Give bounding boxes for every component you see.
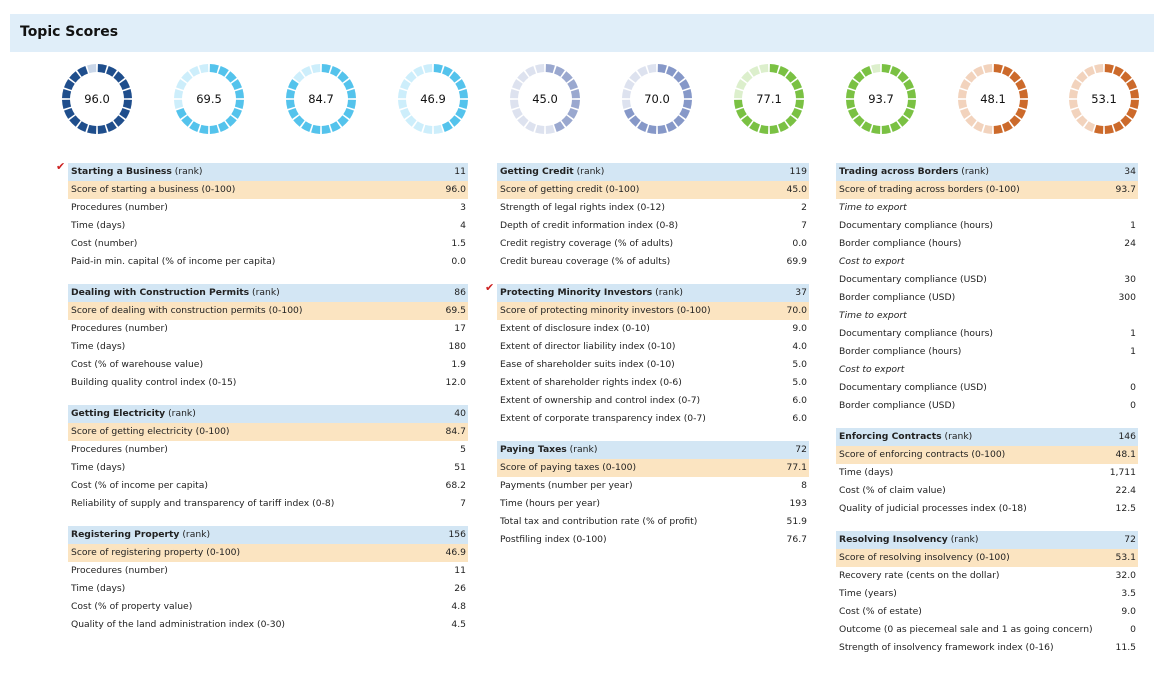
row-label: Time to export: [839, 310, 907, 321]
indicator-row: [68, 598, 468, 616]
subheading-row: [836, 253, 1138, 271]
row-label: Ease of shareholder suits index (0-10): [500, 359, 675, 370]
row-value: 156: [448, 529, 466, 540]
topic-rank-row: [497, 163, 809, 181]
row-value: 93.7: [1115, 184, 1136, 195]
row-value: 4.5: [451, 619, 466, 630]
row-label: Time to export: [839, 202, 907, 213]
row-value: 72: [795, 444, 807, 455]
row-value: 1: [1130, 220, 1136, 231]
rank-suffix: (rank): [652, 287, 683, 298]
row-label: Paid-in min. capital (% of income per capita): [71, 256, 276, 267]
indicator-row: [68, 235, 468, 253]
gauge-value: 70.0: [644, 92, 670, 106]
indicator-block: [56, 160, 468, 271]
row-label: [500, 287, 795, 298]
row-value: 22.4: [1115, 485, 1136, 496]
row-value: 12.5: [1115, 503, 1136, 514]
row-value: 3.5: [1121, 588, 1136, 599]
topic-score-row: [497, 459, 809, 477]
row-value: 6.0: [792, 413, 807, 424]
indicator-block: [497, 441, 809, 549]
row-label: Extent of disclosure index (0-10): [500, 323, 650, 334]
rank-suffix: (rank): [179, 529, 211, 540]
row-label: Extent of ownership and control index (0-7): [500, 395, 701, 406]
topic-score-row: [68, 423, 468, 441]
indicator-row: [497, 531, 809, 549]
indicator-block: [836, 531, 1138, 657]
topic-rank-row: [836, 531, 1138, 549]
column-right: [836, 163, 1138, 670]
indicator-row: [836, 271, 1138, 289]
score-gauges: [0, 0, 1154, 140]
row-value: 77.1: [786, 462, 807, 473]
topic-rank-row: [836, 428, 1138, 446]
row-value: 4.8: [451, 601, 466, 612]
row-value: 84.7: [445, 426, 466, 437]
indicator-row: [497, 374, 809, 392]
indicator-block: [68, 405, 468, 513]
row-value: 26: [454, 583, 466, 594]
topic-title: Resolving Insolvency: [839, 534, 948, 545]
indicator-row: [497, 235, 809, 253]
row-value: 5.0: [792, 359, 807, 370]
indicator-block: [68, 526, 468, 634]
indicator-row: [68, 495, 468, 513]
row-value: 1: [1130, 328, 1136, 339]
topic-title: Starting a Business: [71, 166, 172, 177]
indicator-block: [497, 163, 809, 271]
indicator-row: [497, 410, 809, 428]
indicator-row: [497, 217, 809, 235]
row-value: 4.0: [792, 341, 807, 352]
row-value: 53.1: [1115, 552, 1136, 563]
row-label: Quality of judicial processes index (0-18): [839, 503, 1027, 514]
row-value: 1: [1130, 346, 1136, 357]
row-label: Documentary compliance (USD): [839, 382, 987, 393]
topic-score-row: [497, 181, 809, 199]
row-label: Time (years): [839, 588, 897, 599]
topic-rank-row: [497, 441, 809, 459]
indicator-row: [497, 320, 809, 338]
row-label: Score of dealing with construction permits (0-100): [71, 305, 303, 316]
indicator-row: [497, 392, 809, 410]
row-label: Time (days): [71, 341, 126, 352]
topic-rank-row: [68, 284, 468, 302]
row-value: 46.9: [445, 547, 466, 558]
row-label: Procedures (number): [71, 323, 168, 334]
row-value: 0: [1130, 382, 1136, 393]
row-value: 0.0: [451, 256, 466, 267]
row-value: 3: [460, 202, 466, 213]
page-title: Topic Scores: [20, 24, 119, 40]
topic-rank-row: [68, 163, 468, 181]
indicator-row: [68, 580, 468, 598]
rank-suffix: (rank): [566, 444, 598, 455]
indicator-row: [836, 397, 1138, 415]
rank-suffix: (rank): [573, 166, 605, 177]
row-value: 37: [795, 287, 807, 298]
gauge-value: 77.1: [756, 92, 782, 106]
indicator-row: [68, 356, 468, 374]
column-middle: [485, 163, 809, 562]
row-label: [71, 529, 448, 540]
row-label: Total tax and contribution rate (% of profit): [500, 516, 698, 527]
row-label: Score of starting a business (0-100): [71, 184, 236, 195]
row-label: Score of getting electricity (0-100): [71, 426, 230, 437]
row-value: 12.0: [445, 377, 466, 388]
row-value: 8: [801, 480, 807, 491]
row-label: Border compliance (USD): [839, 400, 956, 411]
row-value: 86: [454, 287, 466, 298]
subheading-row: [836, 307, 1138, 325]
row-label: Documentary compliance (hours): [839, 328, 993, 339]
row-value: 69.5: [445, 305, 466, 316]
row-value: 11.5: [1115, 642, 1136, 653]
score-gauge: [61, 63, 133, 135]
row-label: Score of resolving insolvency (0-100): [839, 552, 1010, 563]
row-label: Cost (number): [71, 238, 138, 249]
indicator-row: [836, 585, 1138, 603]
row-label: Score of paying taxes (0-100): [500, 462, 637, 473]
checkmark-icon: ✔: [485, 281, 495, 294]
rank-suffix: (rank): [941, 431, 973, 442]
row-value: 193: [789, 498, 807, 509]
score-gauge: [173, 63, 245, 135]
gauge-value: 93.7: [868, 92, 894, 106]
topic-score-row: [497, 302, 809, 320]
indicator-block: [836, 163, 1138, 415]
row-label: Procedures (number): [71, 444, 168, 455]
row-value: 76.7: [786, 534, 807, 545]
row-value: 17: [454, 323, 466, 334]
row-label: Time (days): [71, 220, 126, 231]
topic-title: Getting Credit: [500, 166, 574, 177]
row-value: 7: [801, 220, 807, 231]
row-label: Quality of the land administration index (0-30): [71, 619, 286, 630]
checkmark-icon: ✔: [56, 160, 66, 173]
row-value: 1.9: [451, 359, 466, 370]
column-left: [56, 160, 468, 647]
row-label: Score of trading across borders (0-100): [839, 184, 1020, 195]
row-label: Cost to export: [839, 364, 905, 375]
row-value: 2: [801, 202, 807, 213]
row-value: 0.0: [792, 238, 807, 249]
topic-title: Trading across Borders: [839, 166, 959, 177]
rank-suffix: (rank): [165, 408, 196, 419]
score-gauge: [1068, 63, 1140, 135]
row-label: Procedures (number): [71, 565, 168, 576]
indicator-block: [836, 428, 1138, 518]
row-value: 0: [1130, 400, 1136, 411]
indicator-row: [497, 477, 809, 495]
row-value: 6.0: [792, 395, 807, 406]
row-value: 40: [454, 408, 466, 419]
gauge-value: 96.0: [84, 92, 110, 106]
indicator-row: [68, 477, 468, 495]
row-label: Documentary compliance (hours): [839, 220, 993, 231]
topic-score-row: [836, 549, 1138, 567]
row-label: Cost (% of claim value): [839, 485, 946, 496]
row-label: Score of getting credit (0-100): [500, 184, 640, 195]
row-value: 34: [1124, 166, 1136, 177]
indicator-row: [68, 441, 468, 459]
topic-score-row: [836, 446, 1138, 464]
row-value: 119: [789, 166, 807, 177]
rank-suffix: (rank): [171, 166, 203, 177]
row-label: Time (hours per year): [500, 498, 601, 509]
row-value: 69.9: [786, 256, 807, 267]
indicator-row: [68, 199, 468, 217]
topic-title: Paying Taxes: [500, 444, 567, 455]
row-label: [71, 408, 454, 419]
row-label: Time (days): [71, 462, 126, 473]
indicator-row: [836, 464, 1138, 482]
rank-suffix: (rank): [958, 166, 989, 177]
topic-title: Protecting Minority Investors: [500, 287, 653, 298]
row-value: 5.0: [792, 377, 807, 388]
indicator-row: [68, 217, 468, 235]
row-label: [839, 431, 1118, 442]
row-label: Documentary compliance (USD): [839, 274, 987, 285]
indicator-row: [836, 217, 1138, 235]
row-label: Postfiling index (0-100): [500, 534, 607, 545]
row-label: Cost (% of warehouse value): [71, 359, 204, 370]
row-value: 51: [454, 462, 466, 473]
row-value: 7: [460, 498, 466, 509]
row-label: [839, 166, 1124, 177]
indicator-row: [836, 567, 1138, 585]
indicator-row: [836, 621, 1138, 639]
gauge-value: 45.0: [532, 92, 558, 106]
topic-title: Registering Property: [71, 529, 180, 540]
indicator-row: [836, 379, 1138, 397]
row-label: [500, 166, 789, 177]
indicator-row: [497, 338, 809, 356]
topic-score-row: [68, 544, 468, 562]
row-value: 1,711: [1109, 467, 1136, 478]
gauge-value: 53.1: [1091, 92, 1117, 106]
topic-rank-row: [68, 526, 468, 544]
row-value: 72: [1124, 534, 1136, 545]
score-gauge: [397, 63, 469, 135]
row-label: [71, 287, 454, 298]
indicator-row: [836, 325, 1138, 343]
row-value: 11: [454, 166, 466, 177]
row-label: Extent of director liability index (0-10): [500, 341, 676, 352]
row-value: 11: [454, 565, 466, 576]
row-label: Credit bureau coverage (% of adults): [500, 256, 671, 267]
score-gauge: [957, 63, 1029, 135]
subheading-row: [836, 361, 1138, 379]
row-label: Strength of insolvency framework index (0-16): [839, 642, 1054, 653]
score-gauge: [509, 63, 581, 135]
gauge-value: 46.9: [420, 92, 446, 106]
row-value: 180: [448, 341, 466, 352]
indicator-row: [836, 289, 1138, 307]
indicator-row: [68, 374, 468, 392]
topic-rank-row: [497, 284, 809, 302]
row-value: 32.0: [1115, 570, 1136, 581]
row-label: Extent of corporate transparency index (0-7): [500, 413, 706, 424]
topic-rank-row: [68, 405, 468, 423]
row-label: Building quality control index (0-15): [71, 377, 237, 388]
row-value: 68.2: [445, 480, 466, 491]
indicator-row: [836, 639, 1138, 657]
topic-rank-row: [836, 163, 1138, 181]
score-gauge: [845, 63, 917, 135]
topic-score-row: [836, 181, 1138, 199]
topic-score-row: [68, 302, 468, 320]
row-label: Cost to export: [839, 256, 905, 267]
row-label: [500, 444, 795, 455]
row-label: Recovery rate (cents on the dollar): [839, 570, 1000, 581]
row-value: 24: [1124, 238, 1136, 249]
row-label: Cost (% of income per capita): [71, 480, 208, 491]
row-label: Score of registering property (0-100): [71, 547, 241, 558]
row-label: Cost (% of property value): [71, 601, 193, 612]
row-label: Payments (number per year): [500, 480, 633, 491]
row-value: 146: [1118, 431, 1136, 442]
row-label: Strength of legal rights index (0-12): [500, 202, 665, 213]
row-label: Border compliance (hours): [839, 238, 962, 249]
score-gauge: [733, 63, 805, 135]
indicator-row: [497, 513, 809, 531]
row-value: 48.1: [1115, 449, 1136, 460]
row-value: 0: [1130, 624, 1136, 635]
row-value: 4: [460, 220, 466, 231]
gauge-value: 48.1: [980, 92, 1006, 106]
topic-title: Dealing with Construction Permits: [71, 287, 250, 298]
row-value: 9.0: [1121, 606, 1136, 617]
rank-suffix: (rank): [947, 534, 979, 545]
row-value: 5: [460, 444, 466, 455]
indicator-row: [836, 482, 1138, 500]
row-label: Time (days): [839, 467, 894, 478]
row-label: Time (days): [71, 583, 126, 594]
indicator-row: [68, 253, 468, 271]
topic-score-row: [68, 181, 468, 199]
gauge-value: 84.7: [308, 92, 334, 106]
row-value: 1.5: [451, 238, 466, 249]
row-label: Procedures (number): [71, 202, 168, 213]
row-label: Score of enforcing contracts (0-100): [839, 449, 1006, 460]
row-value: 9.0: [792, 323, 807, 334]
row-label: Cost (% of estate): [839, 606, 922, 617]
row-label: Border compliance (hours): [839, 346, 962, 357]
indicator-row: [68, 320, 468, 338]
indicator-row: [68, 616, 468, 634]
topic-title: Enforcing Contracts: [839, 431, 942, 442]
score-gauge: [285, 63, 357, 135]
row-label: Score of protecting minority investors (0-100): [500, 305, 711, 316]
indicator-block: [485, 281, 809, 428]
row-value: 300: [1118, 292, 1136, 303]
row-value: 51.9: [786, 516, 807, 527]
indicator-row: [836, 235, 1138, 253]
score-gauge: [621, 63, 693, 135]
row-value: 30: [1124, 274, 1136, 285]
row-label: [71, 166, 454, 177]
indicator-row: [836, 343, 1138, 361]
indicator-row: [836, 603, 1138, 621]
row-label: Extent of shareholder rights index (0-6): [500, 377, 682, 388]
indicator-block: [68, 284, 468, 392]
row-value: 45.0: [786, 184, 807, 195]
subheading-row: [836, 199, 1138, 217]
row-label: Depth of credit information index (0-8): [500, 220, 679, 231]
indicator-row: [68, 562, 468, 580]
row-label: Reliability of supply and transparency of tariff index (0-8): [71, 498, 335, 509]
indicator-row: [497, 356, 809, 374]
indicator-row: [68, 338, 468, 356]
indicator-row: [497, 253, 809, 271]
row-label: Outcome (0 as piecemeal sale and 1 as going concern): [839, 624, 1093, 635]
indicator-row: [497, 495, 809, 513]
indicator-row: [836, 500, 1138, 518]
row-value: 96.0: [445, 184, 466, 195]
row-label: Credit registry coverage (% of adults): [500, 238, 674, 249]
row-value: 70.0: [786, 305, 807, 316]
row-label: Border compliance (USD): [839, 292, 956, 303]
row-label: [839, 534, 1124, 545]
topic-title: Getting Electricity: [71, 408, 166, 419]
rank-suffix: (rank): [249, 287, 280, 298]
indicator-row: [68, 459, 468, 477]
indicator-row: [497, 199, 809, 217]
gauge-value: 69.5: [196, 92, 222, 106]
